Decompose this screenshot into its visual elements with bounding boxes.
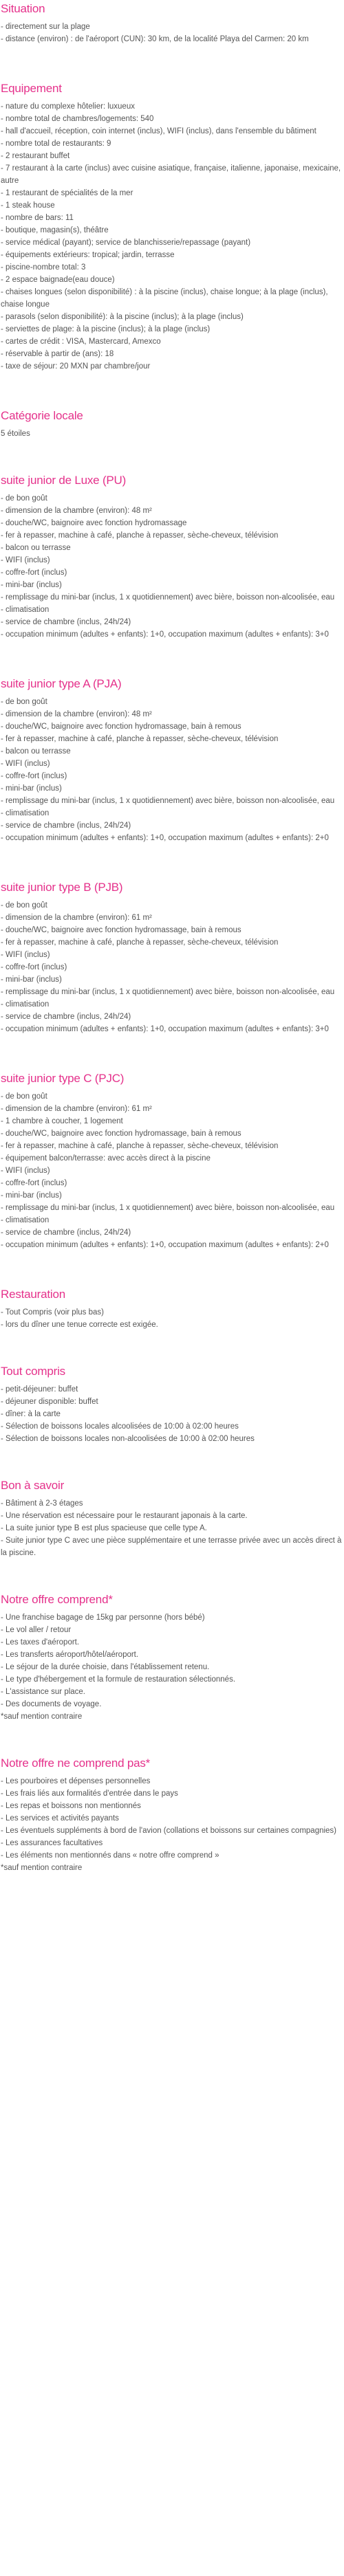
section-title: Notre offre comprend*: [1, 1593, 113, 1606]
list-item: - Les assurances facultatives: [1, 1839, 103, 1847]
list-item: - remplissage du mini-bar (inclus, 1 x quotidiennement) avec bière, boisson non-alcoolisée, eau: [1, 797, 335, 805]
list-item: - équipements extérieurs: tropical; jardin, terrasse: [1, 251, 175, 259]
section-spacer: [1, 844, 343, 880]
section-1: [1, 81, 343, 373]
list-item: - climatisation: [1, 1000, 50, 1009]
section-title: Situation: [1, 2, 45, 15]
section-title: suite junior type B (PJB): [1, 881, 123, 894]
list-item: - remplissage du mini-bar (inclus, 1 x quotidiennement) avec bière, boisson non-alcoolisée, eau: [1, 593, 335, 602]
list-item: - Sélection de boissons locales alcoolisées de 10:00 à 02:00 heures: [1, 1422, 239, 1431]
list-item: - douche/WC, baignoire avec fonction hydromassage: [1, 519, 187, 527]
list-item: - serviettes de plage: à la piscine (inclus); à la plage (inclus): [1, 325, 211, 333]
section-list: [1, 1383, 343, 1445]
list-item: - parasols (selon disponibilité): à la piscine (inclus); à la plage (inclus): [1, 313, 244, 321]
section-title: Catégorie locale: [1, 409, 83, 422]
list-item: - piscine-nombre total: 3: [1, 263, 86, 272]
list-item: - Suite junior type C avec une pièce supplémentaire et une terrasse privée avec un accès direct à la piscine.: [1, 1537, 342, 1557]
list-item: - service de chambre (inclus, 24h/24): [1, 618, 131, 626]
list-item: - service de chambre (inclus, 24h/24): [1, 1013, 131, 1021]
list-item: - Les éléments non mentionnés dans « notre offre comprend »: [1, 1851, 219, 1860]
section-spacer: [1, 440, 343, 473]
list-item: - climatisation: [1, 809, 50, 817]
list-item: - balcon ou terrasse: [1, 747, 71, 756]
list-item: - balcon ou terrasse: [1, 544, 71, 552]
section-spacer: [1, 45, 343, 81]
list-item: - coffre-fort (inclus): [1, 569, 67, 577]
list-item: - dimension de la chambre (environ): 61 m²: [1, 1105, 152, 1113]
list-item: - Les pourboires et dépenses personnelles: [1, 1777, 151, 1785]
list-item: - fer à repasser, machine à café, planche à repasser, sèche-cheveux, télévision: [1, 1142, 279, 1150]
list-item: *sauf mention contraire: [1, 1864, 83, 1872]
list-item: - réservable à partir de (ans): 18: [1, 350, 114, 358]
list-item: - 2 espace baignade(eau douce): [1, 276, 115, 284]
list-item: - directement sur la plage: [1, 23, 90, 31]
section-list: [1, 492, 343, 641]
list-item: - dimension de la chambre (environ): 48 m²: [1, 507, 152, 515]
list-item: - occupation minimum (adultes + enfants): 1+0, occupation maximum (adultes + enfants): 2+0: [1, 1241, 329, 1249]
list-item: - Bâtiment à 2-3 étages: [1, 1499, 83, 1508]
list-item: - hall d'accueil, réception, coin internet (inclus), WIFI (inclus), dans l'ensemble du bâtiment: [1, 127, 316, 135]
list-item: - de bon goût: [1, 494, 47, 503]
section-title: Restauration: [1, 1288, 65, 1301]
section-list: [1, 21, 343, 45]
list-item: - WIFI (inclus): [1, 1167, 50, 1175]
list-item: - 1 restaurant de spécialités de la mer: [1, 189, 133, 197]
list-item: - Des documents de voyage.: [1, 1700, 102, 1708]
list-item: - de bon goût: [1, 901, 47, 910]
section-spacer: [1, 373, 343, 408]
list-item: 5 étoiles: [1, 430, 30, 438]
list-item: - mini-bar (inclus): [1, 784, 62, 793]
list-item: - petit-déjeuner: buffet: [1, 1385, 78, 1394]
section-spacer: [1, 1331, 343, 1364]
section-list: [1, 1611, 343, 1723]
list-item: - Le séjour de la durée choisie, dans l'établissement retenu.: [1, 1663, 210, 1671]
section-11: [1, 1756, 343, 1874]
list-item: - dimension de la chambre (environ): 61 m²: [1, 914, 152, 922]
section-title: Bon à savoir: [1, 1479, 65, 1492]
list-item: - service de chambre (inclus, 24h/24): [1, 822, 131, 830]
list-item: - taxe de séjour: 20 MXN par chambre/jour: [1, 362, 151, 371]
list-item: - de bon goût: [1, 698, 47, 706]
section-title: Tout compris: [1, 1365, 65, 1378]
section-spacer: [1, 1723, 343, 1756]
list-item: - Une réservation est nécessaire pour le restaurant japonais à la carte.: [1, 1512, 248, 1520]
list-item: *sauf mention contraire: [1, 1713, 83, 1721]
list-item: - distance (environ) : de l'aéroport (CUN): 30 km, de la localité Playa del Carmen: 20 km: [1, 35, 309, 43]
section-list: [1, 1775, 343, 1874]
list-item: - Les repas et boissons non mentionnés: [1, 1802, 141, 1810]
list-item: - mini-bar (inclus): [1, 581, 62, 589]
list-item: - climatisation: [1, 606, 50, 614]
section-list: [1, 428, 343, 440]
section-title: Equipement: [1, 82, 62, 95]
list-item: - Les taxes d'aéroport.: [1, 1638, 80, 1647]
section-list: [1, 1306, 343, 1331]
section-10: [1, 1592, 343, 1723]
list-item: - Les transferts aéroport/hôtel/aéroport.: [1, 1651, 139, 1659]
list-item: - occupation minimum (adultes + enfants): 1+0, occupation maximum (adultes + enfants): 2+0: [1, 834, 329, 842]
list-item: - boutique, magasin(s), théâtre: [1, 226, 109, 234]
list-item: - occupation minimum (adultes + enfants): 1+0, occupation maximum (adultes + enfants): 3+0: [1, 630, 329, 639]
list-item: - 7 restaurant à la carte (inclus) avec cuisine asiatique, française, italienne, japonaise, mexicaine, autre: [1, 164, 341, 185]
list-item: - dimension de la chambre (environ): 48 m²: [1, 710, 152, 718]
section-3: [1, 473, 343, 641]
section-title: suite junior type A (PJA): [1, 677, 122, 690]
section-4: [1, 676, 343, 844]
list-item: - fer à repasser, machine à café, planche à repasser, sèche-cheveux, télévision: [1, 735, 279, 743]
section-6: [1, 1071, 343, 1251]
list-item: - nombre total de chambres/logements: 540: [1, 115, 154, 123]
list-item: - nombre de bars: 11: [1, 214, 74, 222]
section-list: [1, 100, 343, 373]
section-7: [1, 1287, 343, 1331]
section-spacer: [1, 1035, 343, 1071]
section-list: [1, 899, 343, 1035]
list-item: - Le vol aller / retour: [1, 1626, 72, 1634]
list-item: - coffre-fort (inclus): [1, 963, 67, 971]
list-item: - nombre total de restaurants: 9: [1, 140, 111, 148]
list-item: - dîner: à la carte: [1, 1410, 61, 1418]
list-item: - WIFI (inclus): [1, 760, 50, 768]
list-item: - Tout Compris (voir plus bas): [1, 1308, 104, 1317]
list-item: - chaises longues (selon disponibilité) : à la piscine (inclus), chaise longue; à la plage (inclus), chaise longue: [1, 288, 328, 309]
list-item: - mini-bar (inclus): [1, 976, 62, 984]
section-spacer: [1, 1559, 343, 1592]
list-item: - douche/WC, baignoire avec fonction hydromassage, bain à remous: [1, 1130, 241, 1138]
list-item: - lors du dîner une tenue correcte est exigée.: [1, 1321, 158, 1329]
list-item: - Les éventuels suppléments à bord de l'avion (collations et boissons sur certaines compagnies): [1, 1827, 337, 1835]
section-0: [1, 1, 343, 45]
list-item: - douche/WC, baignoire avec fonction hydromassage, bain à remous: [1, 723, 241, 731]
list-item: - L'assistance sur place.: [1, 1688, 86, 1696]
list-item: - 2 restaurant buffet: [1, 152, 70, 160]
list-item: - Une franchise bagage de 15kg par personne (hors bébé): [1, 1614, 205, 1622]
section-list: [1, 1090, 343, 1251]
list-item: - Les services et activités payants: [1, 1814, 119, 1823]
list-item: - 1 chambre à coucher, 1 logement: [1, 1117, 123, 1125]
list-item: - déjeuner disponible: buffet: [1, 1398, 98, 1406]
list-item: - remplissage du mini-bar (inclus, 1 x quotidiennement) avec bière, boisson non-alcoolisée, eau: [1, 1204, 335, 1212]
list-item: - coffre-fort (inclus): [1, 772, 67, 780]
list-item: - Sélection de boissons locales non-alcoolisées de 10:00 à 02:00 heures: [1, 1435, 255, 1443]
section-5: [1, 880, 343, 1035]
list-item: - nature du complexe hôtelier: luxueux: [1, 102, 135, 111]
list-item: - La suite junior type B est plus spacieuse que celle type A.: [1, 1524, 207, 1532]
list-item: - équipement balcon/terrasse: avec accès direct à la piscine: [1, 1154, 211, 1163]
list-item: - WIFI (inclus): [1, 556, 50, 564]
section-spacer: [1, 641, 343, 676]
section-title: Notre offre ne comprend pas*: [1, 1757, 151, 1770]
list-item: - cartes de crédit : VISA, Mastercard, Amexco: [1, 338, 161, 346]
section-title: suite junior de Luxe (PU): [1, 474, 127, 487]
list-item: - mini-bar (inclus): [1, 1191, 62, 1200]
list-item: - occupation minimum (adultes + enfants): 1+0, occupation maximum (adultes + enfants): 3+0: [1, 1025, 329, 1033]
list-item: - 1 steak house: [1, 201, 55, 210]
section-spacer: [1, 1445, 343, 1478]
list-item: - WIFI (inclus): [1, 951, 50, 959]
list-item: - climatisation: [1, 1216, 50, 1224]
list-item: - service de chambre (inclus, 24h/24): [1, 1229, 131, 1237]
list-item: - douche/WC, baignoire avec fonction hydromassage, bain à remous: [1, 926, 241, 934]
section-list: [1, 696, 343, 844]
section-9: [1, 1478, 343, 1559]
section-8: [1, 1364, 343, 1445]
section-2: [1, 408, 343, 440]
list-item: - coffre-fort (inclus): [1, 1179, 67, 1187]
list-item: - de bon goût: [1, 1092, 47, 1101]
list-item: - fer à repasser, machine à café, planche à repasser, sèche-cheveux, télévision: [1, 531, 279, 540]
list-item: - remplissage du mini-bar (inclus, 1 x quotidiennement) avec bière, boisson non-alcoolisée, eau: [1, 988, 335, 996]
list-item: - Le type d'hébergement et la formule de restauration sélectionnés.: [1, 1675, 236, 1684]
section-spacer: [1, 1251, 343, 1287]
section-list: [1, 1497, 343, 1559]
section-title: suite junior type C (PJC): [1, 1072, 125, 1085]
list-item: - service médical (payant); service de blanchisserie/repassage (payant): [1, 239, 251, 247]
list-item: - Les frais liés aux formalités d'entrée dans le pays: [1, 1790, 178, 1798]
list-item: - fer à repasser, machine à café, planche à repasser, sèche-cheveux, télévision: [1, 938, 279, 947]
